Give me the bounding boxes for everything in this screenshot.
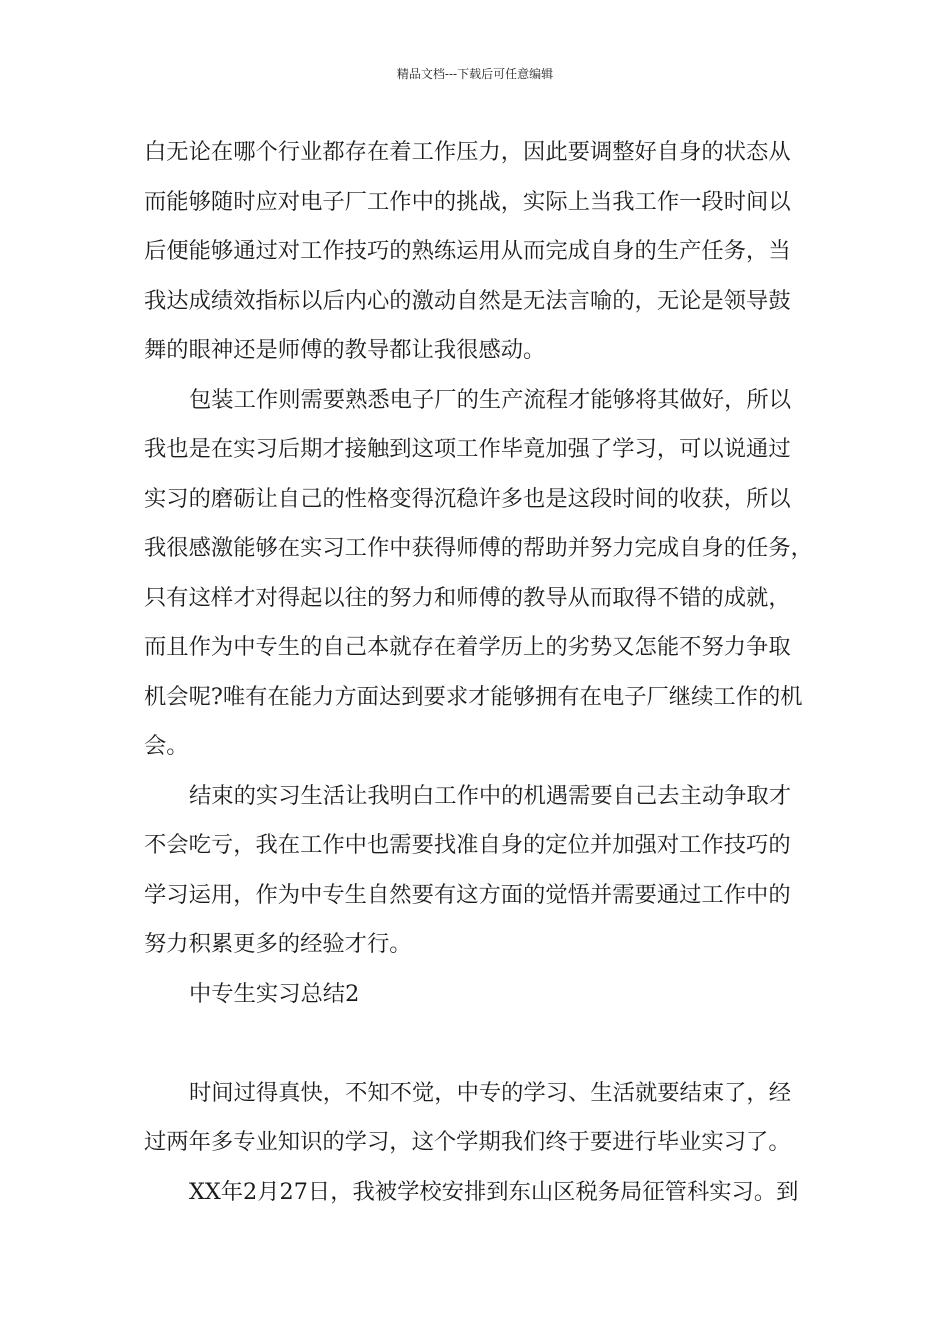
page-header: 精品文档---下载后可任意编辑: [396, 67, 554, 81]
text-line: 舞的眼神还是师傅的教导都让我很感动。: [144, 337, 546, 363]
document-body: [144, 128, 814, 1217]
text-line: 学习运用，作为中专生自然要有这方面的觉悟并需要通过工作中的: [144, 881, 791, 908]
text-line: 实习的磨砺让自己的性格变得沉稳许多也是这段时间的收获，所以: [144, 485, 791, 512]
text-line: 而能够随时应对电子厂工作中的挑战，实际上当我工作一段时间以: [144, 188, 791, 215]
paragraph-first-line: 结束的实习生活让我明白工作中的机遇需要自己去主动争取才: [189, 782, 792, 809]
text-line: 我很感激能够在实习工作中获得师傅的帮助并努力完成自身的任务，: [144, 535, 813, 561]
blank-line: [144, 1019, 814, 1069]
text-line: 后便能够通过对工作技巧的熟练运用从而完成自身的生产任务，当: [144, 238, 791, 264]
text-line: 而且作为中专生的自己本就存在着学历上的劣势又怎能不努力争取: [144, 634, 791, 660]
text-line: 会。: [144, 733, 189, 759]
paragraph-first-line: 时间过得真快，不知不觉，中专的学习、生活就要结束了，经: [189, 1079, 792, 1106]
text-line: 过两年多专业知识的学习，这个学期我们终于要进行毕业实习了。: [144, 1129, 791, 1155]
text-line: 我也是在实习后期才接触到这项工作毕竟加强了学习，可以说通过: [144, 436, 791, 462]
section-heading: 中专生实习总结2: [189, 980, 360, 1007]
paragraph-first-line: 包装工作则需要熟悉电子厂的生产流程才能够将其做好，所以: [189, 386, 792, 413]
paragraph-first-line: XX年2月27日，我被学校安排到东山区税务局征管科实习。到: [189, 1178, 799, 1205]
text-line: 白无论在哪个行业都存在着工作压力，因此要调整好自身的状态从: [144, 139, 791, 165]
text-line: 只有这样才对得起以往的努力和师傅的教导从而取得不错的成就，: [144, 584, 791, 611]
text-line: 不会吃亏，我在工作中也需要找准自身的定位并加强对工作技巧的: [144, 832, 791, 858]
text-line: 我达成绩效指标以后内心的激动自然是无法言喻的，无论是领导鼓: [144, 287, 791, 314]
text-line: 努力积累更多的经验才行。: [144, 931, 412, 957]
text-line: 机会呢?唯有在能力方面达到要求才能够拥有在电子厂继续工作的机: [144, 683, 803, 710]
